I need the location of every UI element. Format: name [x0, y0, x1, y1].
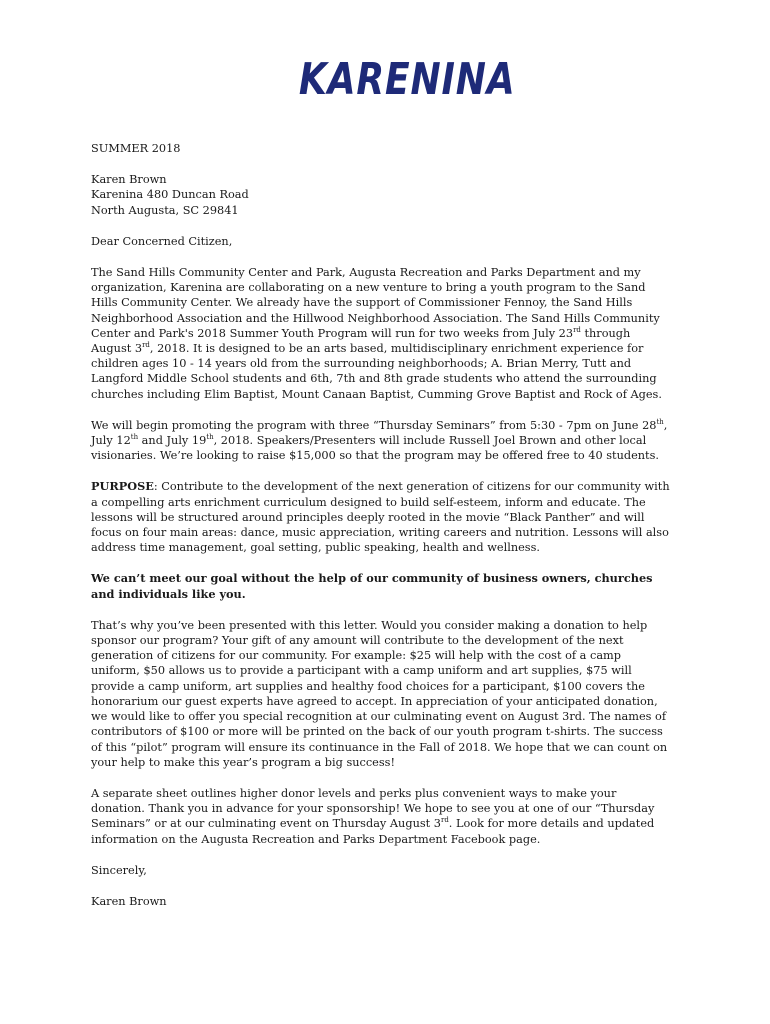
- purpose-text: : Contribute to the development of the next generation of citizens for our community with a compelling arts enrichment curriculum designed to build self-esteem, inform and educate. The lessons will be structured around principles deeply rooted in the movie “Black Panther” and will focus on four main areas: dance, music appreciation, writing careers and nutrition. Lessons will also address time management, goal setting, public speaking, health and wellness.: [91, 480, 670, 555]
- paragraph-intro-text-3: , 2018. It is designed to be an arts based, multidisciplinary enrichment experience for children ages 10 - 14 years old from the surrounding neighborhoods; A. Brian Merry, Tutt and Langford Middle School students and 6th, 7th and 8th grade students who attend the surrounding churches including Elim Baptist, Mount Canaan Baptist, Cumming Grove Baptist and Rock of Ages.: [91, 342, 662, 401]
- paragraph-intro: [91, 265, 671, 402]
- sender-street: Karenina 480 Duncan Road: [91, 188, 249, 202]
- ordinal-suffix: rd: [142, 341, 150, 350]
- paragraph-seminars-text-2: , July 12: [91, 418, 668, 448]
- paragraph-seminars-text-3: and July 19: [138, 434, 207, 448]
- paragraph-purpose: [91, 479, 671, 555]
- ordinal-suffix: rd: [440, 816, 449, 825]
- paragraph-closing-info-text-2: . Look for more details and updated information on the Augusta Recreation and Parks Department Facebook page.: [91, 817, 655, 846]
- paragraph-seminars-text-4: , 2018. Speakers/Presenters will include Russell Joel Brown and other local visionaries. We’re looking to raise $15,000 so that the program may be offered free to 40 students.: [91, 434, 659, 463]
- letter-date: SUMMER 2018: [91, 142, 181, 155]
- salutation: Dear Concerned Citizen,: [91, 234, 233, 248]
- letter-body: [91, 141, 671, 909]
- paragraph-donation: That’s why you’ve been presented with this letter. Would you consider making a donation to help sponsor our program? Your gift of any amount will contribute to the development of the next generation of citizens for our community. For example: $25 will help with the cost of a camp uniform, $50 allows us to provide a participant with a camp uniform and art supplies, $75 will provide a camp uniform, art supplies and healthy food choices for a participant, $100 covers the honorarium our guest experts have agreed to accept. In appreciation of your anticipated donation, we would like to offer you special recognition at our culminating event on August 3rd. The names of contributors of $100 or more will be printed on the back of our youth program t-shirts. The success of this “pilot” program will ensure its continuance in the Fall of 2018. We hope that we can count on your help to make this year’s program a big success!: [91, 618, 668, 769]
- paragraph-seminars-text-1: We will begin promoting the program with three “Thursday Seminars” from 5:30 - 7pm on June 28: [91, 418, 657, 432]
- signature-name: Karen Brown: [91, 894, 167, 908]
- ordinal-suffix: th: [206, 433, 214, 442]
- purpose-label: PURPOSE: [91, 479, 154, 494]
- sender-name: Karen Brown: [91, 173, 167, 187]
- paragraph-intro-text-2: through August 3: [91, 326, 631, 356]
- closing-phrase: Sincerely,: [91, 863, 147, 877]
- karenina-logo: KARENINA: [298, 54, 516, 105]
- ordinal-suffix: rd: [573, 326, 581, 335]
- ordinal-suffix: th: [656, 418, 664, 427]
- sender-city: North Augusta, SC 29841: [91, 203, 239, 217]
- paragraph-closing-info: [91, 786, 671, 847]
- paragraph-closing-info-text-1: A separate sheet outlines higher donor levels and perks plus convenient ways to make your donation. Thank you in advance for your sponsorship! We hope to see you at one of our “Thursday Seminars” or at our culminating event on Thursday August 3: [91, 786, 655, 831]
- ordinal-suffix: th: [130, 433, 139, 442]
- paragraph-goal-callout: We can’t meet our goal without the help of our community of business owners, churches and individuals like you.: [91, 571, 653, 601]
- paragraph-seminars: [91, 418, 671, 464]
- paragraph-intro-text-1: The Sand Hills Community Center and Park, Augusta Recreation and Parks Department and my organization, Karenina are collaborating on a new venture to bring a youth program to the Sand Hills Community Center. We already have the support of Commissioner Fennoy, the Sand Hills Neighborhood Association and the Hillwood Neighborhood Association. The Sand Hills Community Center and Park's 2018 Summer Youth Program will run for two weeks from July 23: [91, 266, 660, 340]
